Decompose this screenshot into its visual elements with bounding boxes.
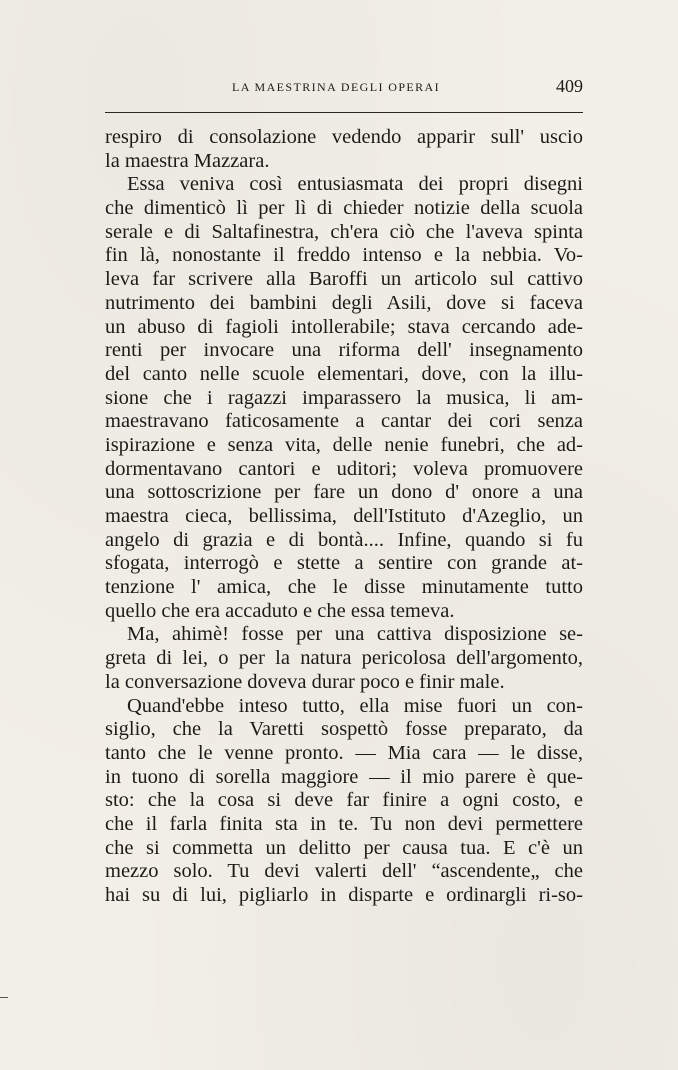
text-line: che dimenticò lì per lì di chieder notizie della scuola [105,197,583,220]
header-rule [105,112,583,113]
text-line: maestra cieca, bellissima, dell'Istituto d'Azeglio, un [105,505,583,527]
text-line: angelo di grazia e di bontà.... Infine, quando si fu [105,528,583,551]
text-line: leva far scrivere alla Baroffi un articolo sul cattivo [105,268,583,291]
text-line: un abuso di fagioli intollerabile; stava cercando ade- [105,315,583,338]
text-line: che il farla finita sta in te. Tu non devi permettere [105,812,583,835]
text-line: ispirazione e senza vita, delle nenie funebri, che ad- [105,433,583,456]
text-line: tanto che le venne pronto. — Mia cara — le disse, [105,741,583,764]
text-line: fin là, nonostante il freddo intenso e la nebbia. Vo- [105,244,583,267]
text-line: serale e di Saltafinestra, ch'era ciò che l'aveva spinta [105,220,583,243]
text-line: in tuono di sorella maggiore — il mio parere è que- [105,765,583,788]
text-line: greta di lei, o per la natura pericolosa dell'argomento, [105,647,583,670]
text-line: siglio, che la Varetti sospettò fosse preparato, da [105,718,583,741]
text-line: respiro di consolazione vedendo apparir sull' uscio [105,126,583,148]
text-line: maestravano faticosamente a cantar dei cori senza [105,410,583,433]
text-line: renti per invocare una riforma dell' insegnamento [105,339,583,362]
text-line: quello che era accaduto e che essa temeva. [105,599,455,622]
text-line: sione che i ragazzi imparassero la musica, li am- [105,386,583,409]
margin-mark [0,997,8,998]
text-line: mezzo solo. Tu devi valerti dell' “ascendente„ che [105,860,583,883]
text-line: del canto nelle scuole elementari, dove, con la illu- [105,362,583,385]
text-line: dormentavano cantori e uditori; voleva promuovere [105,457,583,480]
text-line: la maestra Mazzara. [105,149,270,172]
running-title: LA MAESTRINA DEGLI OPERAI [232,80,440,94]
page-header [105,76,583,100]
text-line: sto: che la cosa si deve far finire a ogni costo, e [105,789,583,812]
text-line: nutrimento dei bambini degli Asili, dove si faceva [105,291,583,314]
page-number: 409 [556,76,583,96]
text-line: la conversazione doveva durar poco e finir male. [105,670,505,693]
text-line: una sottoscrizione per fare un dono d' onore a una [105,481,583,504]
text-line: Ma, ahimè! fosse per una cattiva disposizione se- [127,623,583,646]
text-line: Quand'ebbe inteso tutto, ella mise fuori un con- [127,694,583,717]
text-line: hai su di lui, pigliarlo in disparte e ordinargli ri-so- [105,884,583,906]
text-line: che si commetta un delitto per causa tua. E c'è un [105,836,583,859]
text-line: Essa veniva così entusiasmata dei propri disegni [127,173,583,196]
text-line: tenzione l' amica, che le disse minutamente tutto [105,576,583,599]
text-line: sfogata, interrogò e stette a sentire con grande at- [105,552,583,575]
body-text [105,126,583,908]
